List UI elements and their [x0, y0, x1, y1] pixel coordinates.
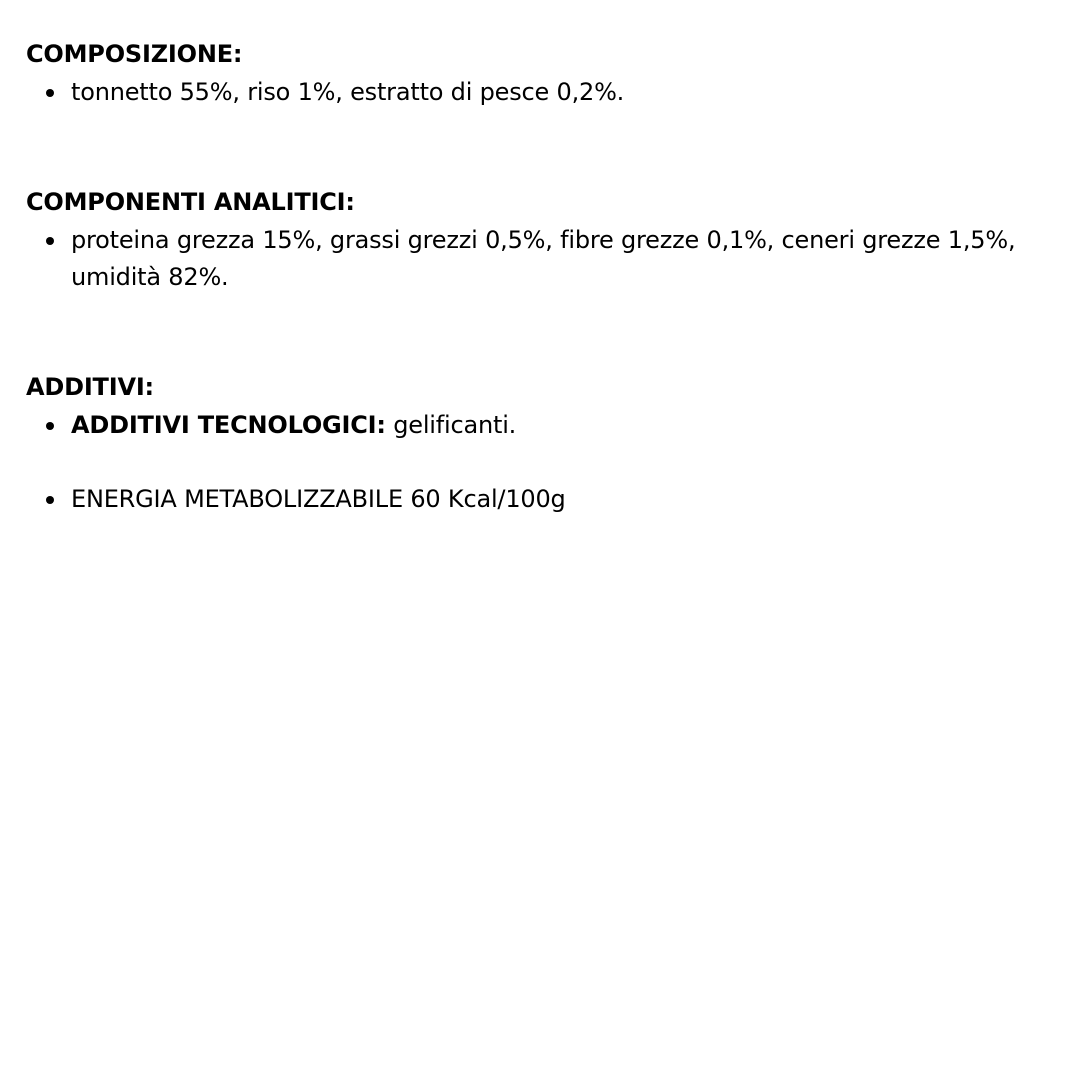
bullet-icon	[46, 89, 54, 97]
list-item-componenti-analitici: proteina grezza 15%, grassi grezzi 0,5%, fibre grezze 0,1%, ceneri grezze 1,5%, umidità 82%.	[71, 226, 1016, 291]
section-heading-componenti-analitici: COMPONENTI ANALITICI:	[26, 188, 355, 216]
bullet-icon	[46, 422, 54, 430]
list-item-composizione: tonnetto 55%, riso 1%, estratto di pesce 0,2%.	[71, 78, 625, 106]
list-item-additivi-tecnologici	[71, 407, 1056, 444]
additivi-tecnologici-value: gelificanti.	[385, 411, 517, 439]
bullet-icon	[46, 237, 54, 245]
additivi-tecnologici-label: ADDITIVI TECNOLOGICI:	[71, 411, 386, 439]
bullet-icon	[46, 496, 54, 504]
list-item-energia: ENERGIA METABOLIZZABILE 60 Kcal/100g	[71, 485, 566, 513]
section-heading-additivi: ADDITIVI:	[26, 373, 154, 401]
section-heading-composizione: COMPOSIZIONE:	[26, 40, 243, 68]
